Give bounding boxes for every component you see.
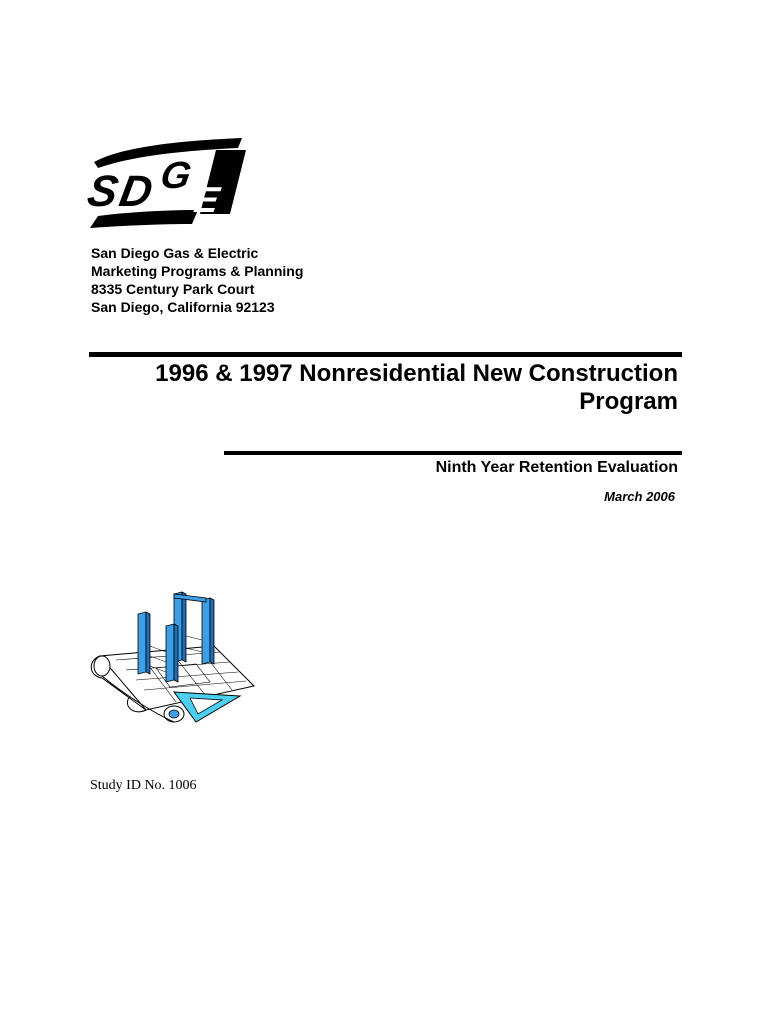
logo-letter-e: E (191, 179, 223, 220)
organization-street: 8335 Century Park Court (91, 281, 255, 297)
logo-letter-g: G (157, 154, 195, 197)
document-title (118, 360, 678, 416)
title-line-2: Program (579, 388, 678, 415)
document-date: March 2006 (604, 489, 675, 504)
title-line-1: 1996 & 1997 Nonresidential New Construction (155, 360, 678, 387)
title-divider (89, 352, 682, 357)
building-blueprint-icon (86, 586, 258, 734)
subtitle-divider (224, 451, 682, 455)
organization-name: San Diego Gas & Electric (91, 245, 259, 261)
logo-letter-d: D (115, 167, 157, 216)
sdge-logo (83, 136, 248, 232)
organization-department: Marketing Programs & Planning (91, 263, 304, 279)
study-id: Study ID No. 1006 (90, 778, 197, 793)
logo-letter-s: S (83, 167, 122, 216)
document-subtitle: Ninth Year Retention Evaluation (435, 459, 678, 476)
organization-address (91, 244, 303, 316)
organization-city: San Diego, California 92123 (91, 299, 275, 315)
